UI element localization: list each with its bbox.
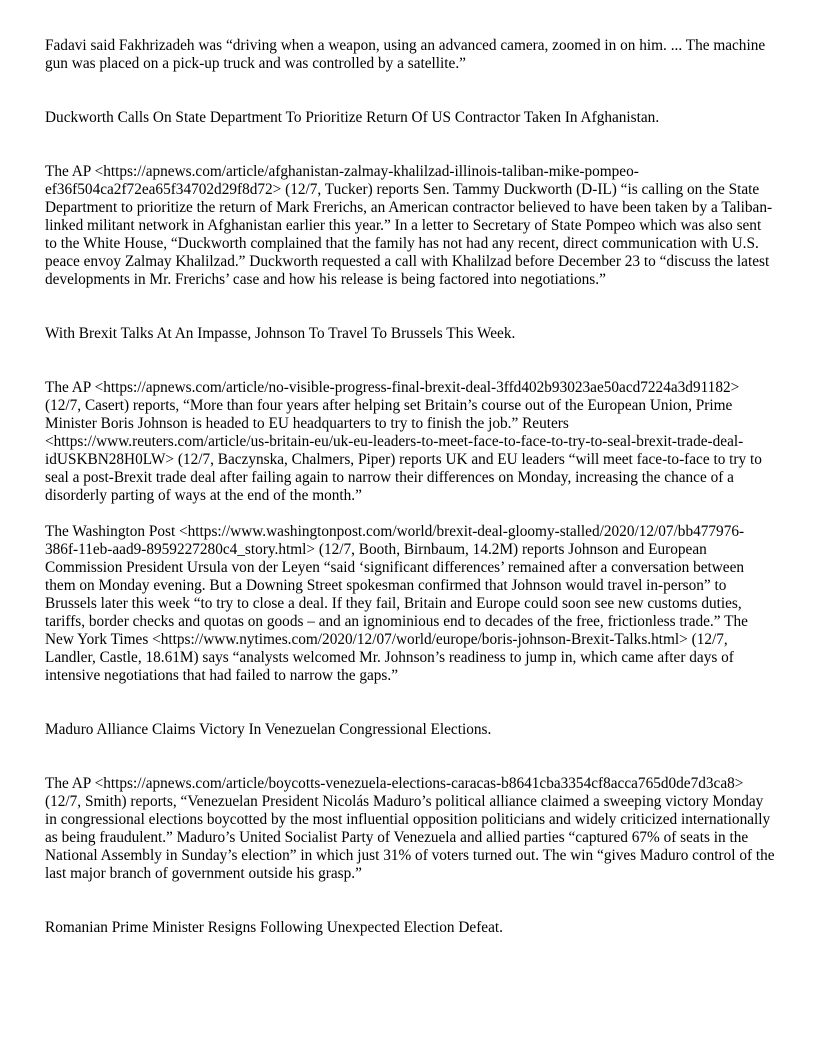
spacer — [45, 883, 775, 919]
spacer — [45, 505, 775, 523]
romania-headline: Romanian Prime Minister Resigns Following Unexpected Election Defeat. — [45, 919, 503, 936]
fakhrizadeh-quote-paragraph: Fadavi said Fakhrizadeh was “driving when a weapon, using an advanced camera, zoomed in on him. ... The machine gun was placed on a pick-up truck and was controlled by a satellite.” — [45, 37, 766, 72]
brexit-wapo-nyt-paragraph: The Washington Post <https://www.washingtonpost.com/world/brexit-deal-gloomy-stalled/2020/12/07/bb477976-386f-11eb-aad9-8959227280c4_story.html> (12/7, Booth, Birnbaum, 14.2M) reports Johnson and European Commission President Ursula von der Leyen “said ‘significant differences’ remained after a conversation between them on Monday evening. But a Downing Street spokesman confirmed that Johnson would travel in-person” to Brussels later this week “to try to close a deal. If they fail, Britain and Europe could soon see new customs duties, tariffs, border checks and quotas on goods – and an ignominious end to decades of the free, frictionless trade.” The New York Times <https://www.nytimes.com/2020/12/07/world/europe/boris-johnson-Brexit-Talks.html> (12/7, Landler, Castle, 18.61M) says “analysts welcomed Mr. Johnson’s readiness to jump in, which came after days of intensive negotiations that had failed to narrow the gaps.” — [45, 523, 748, 684]
duckworth-headline: Duckworth Calls On State Department To Prioritize Return Of US Contractor Taken In Afghanistan. — [45, 109, 660, 126]
maduro-headline: Maduro Alliance Claims Victory In Venezuelan Congressional Elections. — [45, 721, 492, 738]
spacer — [45, 343, 775, 379]
maduro-story-paragraph: The AP <https://apnews.com/article/boycotts-venezuela-elections-caracas-b8641cba3354cf8acca765d0de7d3ca8> (12/7, Smith) reports, “Venezuelan President Nicolás Maduro’s political alliance claimed a sweeping victory Monday in congressional elections boycotted by the most influential opposition politicians and widely criticized internationally as being fraudulent.” Maduro’s United Socialist Party of Venezuela and allied parties “captured 67% of seats in the National Assembly in Sunday’s election” in which just 31% of voters turned out. The win “gives Maduro control of the last major branch of government outside his grasp.” — [45, 775, 775, 882]
spacer — [45, 289, 775, 325]
spacer — [45, 127, 775, 163]
brexit-headline: With Brexit Talks At An Impasse, Johnson To Travel To Brussels This Week. — [45, 325, 516, 342]
spacer — [45, 739, 775, 775]
brexit-ap-reuters-paragraph: The AP <https://apnews.com/article/no-visible-progress-final-brexit-deal-3ffd402b93023ae50acd7224a3d91182> (12/7, Casert) reports, “More than four years after helping set Britain’s course out of the European Union, Prime Minister Boris Johnson is headed to EU headquarters to try to finish the job.” Reuters <https://www.reuters.com/article/us-britain-eu/uk-eu-leaders-to-meet-face-to-face-to-try-to-seal-brexit-trade-deal-idUSKBN28H0LW> (12/7, Baczynska, Chalmers, Piper) reports UK and EU leaders “will meet face-to-face to try to seal a post-Brexit trade deal after failing again to narrow their differences on Monday, increasing the chance of a disorderly parting of ways at the end of the month.” — [45, 379, 762, 504]
document-page — [45, 37, 775, 937]
spacer — [45, 685, 775, 721]
duckworth-story-paragraph: The AP <https://apnews.com/article/afghanistan-zalmay-khalilzad-illinois-taliban-mike-pompeo-ef36f504ca2f72ea65f34702d29f8d72> (12/7, Tucker) reports Sen. Tammy Duckworth (D-IL) “is calling on the State Department to prioritize the return of Mark Frerichs, an American contractor believed to have been taken by a Taliban-linked militant network in Afghanistan earlier this year.” In a letter to Secretary of State Pompeo which was also sent to the White House, “Duckworth complained that the family has not had any recent, direct communication with U.S. peace envoy Zalmay Khalilzad.” Duckworth requested a call with Khalilzad before December 23 to “discuss the latest developments in Mr. Frerichs’ case and how his release is being factored into negotiations.” — [45, 163, 773, 288]
spacer — [45, 73, 775, 109]
